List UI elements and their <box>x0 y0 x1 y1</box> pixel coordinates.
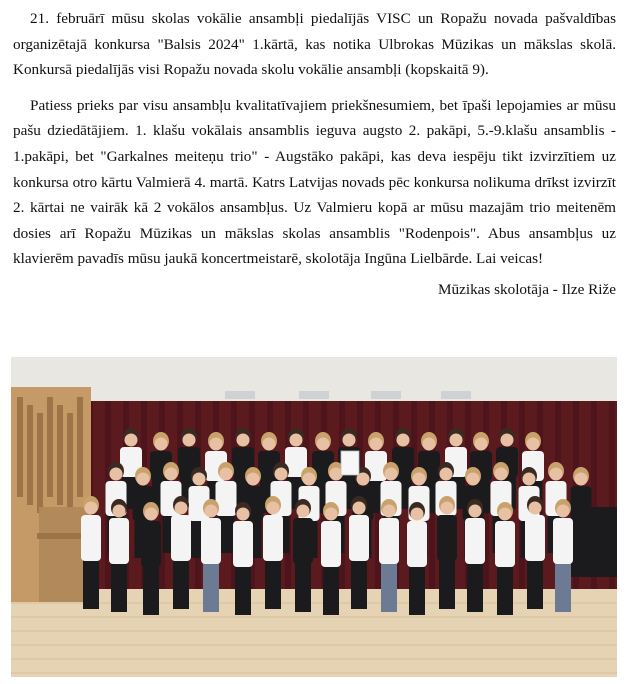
person-face <box>501 434 514 447</box>
person-face <box>317 438 330 451</box>
person-face <box>220 468 233 481</box>
person-face <box>353 502 366 515</box>
person-lower-body <box>467 561 483 612</box>
ceiling-light <box>371 391 401 399</box>
person-face <box>263 438 276 451</box>
organ-pipe <box>27 405 33 505</box>
organ-pipe <box>67 413 73 513</box>
person-lower-body <box>381 561 397 612</box>
person-lower-body <box>323 564 339 615</box>
organ-pipe <box>57 405 63 505</box>
person-torso <box>216 481 237 516</box>
author-signature: Mūzikas skolotāja - Ilze Riže <box>438 280 616 298</box>
person-face <box>237 508 250 521</box>
person-face <box>385 468 398 481</box>
group-photo-illustration <box>11 357 617 677</box>
person-torso <box>525 515 545 561</box>
person-torso <box>495 521 515 567</box>
person-lower-body <box>295 561 311 612</box>
person-lower-body <box>111 561 127 612</box>
person-face <box>423 438 436 451</box>
person-face <box>297 505 310 518</box>
person-lower-body <box>573 520 590 559</box>
person-lower-body <box>83 558 99 609</box>
person-face <box>303 473 316 486</box>
organ-pipe <box>47 397 53 497</box>
person-face <box>527 438 540 451</box>
person-face <box>205 505 218 518</box>
person-face <box>343 434 356 447</box>
person-lower-body <box>439 558 455 609</box>
person-face <box>145 508 158 521</box>
person-face <box>499 508 512 521</box>
person-face <box>113 505 126 518</box>
person-face <box>529 502 542 515</box>
person-face <box>413 473 426 486</box>
person-lower-body <box>409 564 425 615</box>
person-face <box>183 434 196 447</box>
person-face <box>383 505 396 518</box>
wooden-floor <box>11 589 617 677</box>
person-face <box>125 434 138 447</box>
person-face <box>267 502 280 515</box>
person-face <box>165 468 178 481</box>
person-face <box>210 438 223 451</box>
person-face <box>110 468 123 481</box>
person-lower-body <box>235 564 251 615</box>
group-photo <box>11 357 617 677</box>
person-face <box>137 473 150 486</box>
person-face <box>550 468 563 481</box>
person-torso <box>81 515 101 561</box>
person-torso <box>465 518 485 564</box>
person-torso <box>379 518 399 564</box>
person-face <box>325 508 338 521</box>
ceiling-light <box>441 391 471 399</box>
person-face <box>397 434 410 447</box>
person-face <box>290 434 303 447</box>
person-torso <box>321 521 341 567</box>
person-face <box>469 505 482 518</box>
person-torso <box>141 521 161 567</box>
person-face <box>450 434 463 447</box>
person-lower-body <box>265 558 281 609</box>
person-face <box>411 508 424 521</box>
article <box>13 6 616 302</box>
person-torso <box>349 515 369 561</box>
person-lower-body <box>555 561 571 612</box>
person-face <box>523 473 536 486</box>
person-face <box>175 502 188 515</box>
article-paragraph: 21. februārī mūsu skolas vokālie ansambļi piedalījās VISC un Ropažu novada pašvaldības organizētajā konkursa "Balsis 2024" 1.kārtā, kas notika Ulbrokas Mūzikas un mākslas skolā. Konkursā piedalījās visi Ropažu novada skolu vokālie ansambļi (kopskaitā 9). <box>13 10 616 79</box>
diploma <box>341 451 359 475</box>
person-face <box>467 473 480 486</box>
person-face <box>475 438 488 451</box>
person-torso <box>293 518 313 564</box>
person-face <box>193 473 206 486</box>
person-torso <box>263 515 283 561</box>
person-face <box>85 502 98 515</box>
organ-pipe <box>17 397 23 497</box>
person-lower-body <box>203 561 219 612</box>
person-torso <box>233 521 253 567</box>
ceiling-light <box>299 391 329 399</box>
person-face <box>370 438 383 451</box>
organ-pipe <box>77 397 83 497</box>
person-torso <box>553 518 573 564</box>
person-torso <box>109 518 129 564</box>
person-face <box>155 438 168 451</box>
person-lower-body <box>527 558 543 609</box>
person-face <box>495 468 508 481</box>
person-lower-body <box>497 564 513 615</box>
ceiling-light <box>225 391 255 399</box>
person-torso <box>201 518 221 564</box>
person-torso <box>571 486 592 521</box>
person-face <box>557 505 570 518</box>
organ-pipe <box>37 413 43 513</box>
person-face <box>440 468 453 481</box>
person-torso <box>171 515 191 561</box>
person-face <box>237 434 250 447</box>
article-paragraph: Patiess prieks par visu ansambļu kvalitatīvajiem priekšnesumiem, bet īpaši lepojamies ar mūsu pašu dziedātājiem. 1. klašu vokālais ansamblis ieguva augsto 2. pakāpi, 5.-9.klašu ansamblis - 1.pakāpi, bet "Garkalnes meiteņu trio" - Augstāko pakāpi, kas deva iespēju tikt izvirzītiem uz konkursa otro kārtu Valmierā 4. martā. Katrs Latvijas novads pēc konkursa nolikuma drīkst izvirzīt 2. kārtai ne vairāk kā 2 vokālos ansambļus. Uz Valmieru kopā ar mūsu mazajām trio meitenēm dosies arī Ropažu Mūzikas un mākslas skolas ansamblis "Rodenpois". Abus ansambļus uz klavierēm pavadīs mūsu jaukā koncertmeistarē, skolotāja Ingūna Lielbārde. Lai veicas! <box>13 96 616 268</box>
person-lower-body <box>143 564 159 615</box>
person-face <box>441 502 454 515</box>
person-torso <box>407 521 427 567</box>
person-face <box>330 468 343 481</box>
person-face <box>247 473 260 486</box>
person-face <box>575 473 588 486</box>
person-torso <box>437 515 457 561</box>
person-face <box>275 468 288 481</box>
person-lower-body <box>351 558 367 609</box>
person-lower-body <box>173 558 189 609</box>
